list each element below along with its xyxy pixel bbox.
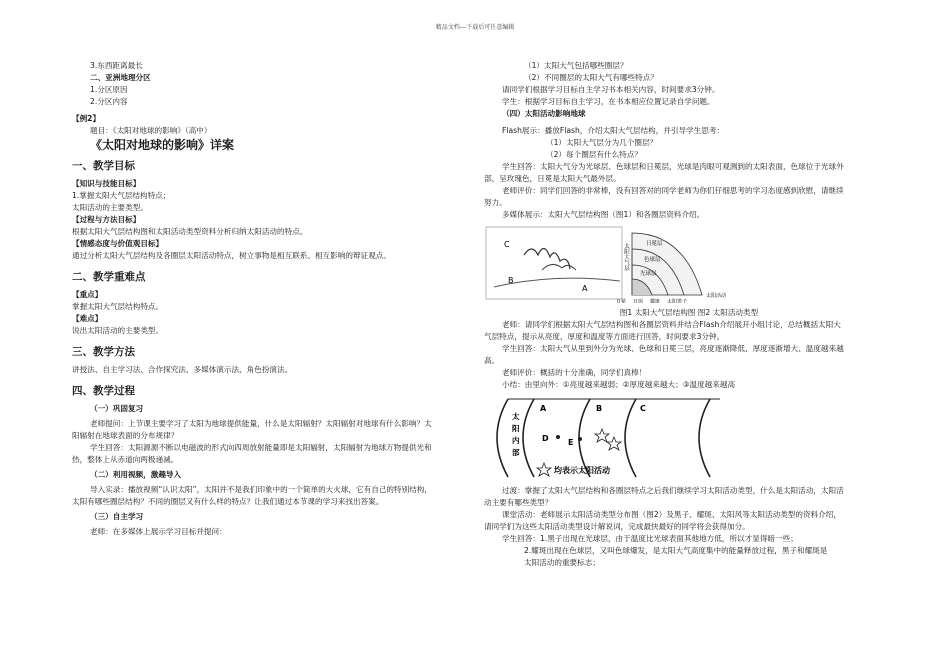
text-line: 学生回答：太阳源源不断以电磁波的形式向四周放射能量即是太阳辐射，太阳辐射为地球万物提供光和 (90, 443, 432, 452)
text-line: 1.掌握太阳大气层结构特点； (72, 191, 171, 200)
text-line: 努力。 (484, 198, 507, 207)
fig2-legend: 均表示太阳活动 (554, 466, 610, 475)
text-line: 太阳有哪些圈层结构？不同的圈层又有什么样的特点？让我们通过本节课的学习来找出答案。 (72, 497, 384, 506)
section-heading: 一、教学目标 (72, 160, 135, 172)
fig1-b4: 太阳黑子 (667, 299, 688, 303)
text-line: 老师提问：上节课主要学习了太阳为地球提供能量，什么是太阳辐射？太阳辐射对地球有什么影响？太 (90, 419, 432, 428)
text-line: 老师：在多媒体上展示学习目标并提问： (90, 527, 227, 536)
fig2-core-4: 部 (512, 448, 520, 457)
text-line: 老师评价：同学们回答的非常棒，没有回答对的同学老师为你们仔细思考的学习态度感到欣慰，请继续 (502, 186, 844, 195)
text-line: 多媒体展示：太阳大气层结构图（图1）和各圈层资料介绍。 (502, 210, 705, 219)
page-header: 精品文档---下载后可任意编辑 (435, 24, 515, 31)
fig2-core-2: 阳 (512, 424, 520, 433)
subheading: 【情感态度与价值观目标】 (72, 239, 164, 248)
figure-solar-activity (484, 397, 894, 479)
fig2-label-d: D (542, 434, 549, 443)
subheading: （二）利用视频，激趣导入 (90, 470, 182, 479)
text-line: 学生：根据学习目标自主学习，在书本相应位置记录自学问题。 (502, 97, 715, 106)
section-heading: 二、亚洲地理分区 (90, 73, 151, 82)
text-line: 请同学们根据学习目标自主学习书本相关内容，时间要求3分钟。 (502, 85, 720, 94)
document-title: 《太阳对地球的影响》详案 (90, 138, 235, 152)
text-line: （1）太阳大气层分为几个圈层？ (546, 138, 658, 147)
text-line: 掌握太阳大气层结构特点。 (72, 302, 164, 311)
fig2-core-3: 内 (512, 436, 520, 445)
figure-sun-atmosphere (484, 225, 894, 303)
text-line: 2.耀斑出现在色球层，又叫色球爆发，是太阳大气高度集中的能量释放过程，黑子和耀斑是 (524, 546, 828, 555)
text-line: 2.分区内容 (90, 97, 128, 106)
text-line: 说出太阳活动的主要类型。 (72, 326, 164, 335)
text-line: 太阳活动的主要类型。 (72, 203, 148, 212)
fig2-label-a: A (540, 404, 547, 413)
text-line: 根据太阳大气层结构图和太阳活动类型资料分析归纳太阳活动的特点。 (72, 227, 308, 236)
text-line: 学生回答：1.黑子出现在光球层，由于温度比光球表面其他地方低，所以才显得暗一些； (502, 534, 798, 543)
section-heading: 三、教学方法 (72, 346, 135, 358)
text-line: 1.分区原因 (90, 85, 128, 94)
text-line: 讲授法、自主学习法、合作探究法、多媒体演示法、角色扮演法。 (72, 365, 293, 374)
fig1-b2: 日珥 (633, 299, 644, 303)
subheading: （三）自主学习 (90, 512, 144, 521)
star-icon (595, 429, 609, 442)
star-icon (607, 437, 621, 450)
fig1-corona-label: 日冕层 (646, 241, 663, 247)
fig1-chromo-label: 色球层 (644, 257, 661, 263)
fig1-label-c: C (504, 240, 510, 249)
sun-structure-diagram (484, 225, 894, 303)
fig1-b1: 日冕 (616, 299, 627, 303)
subheading: 【难点】 (72, 314, 103, 323)
section-heading: 二、教学重难点 (72, 271, 146, 283)
fig2-core-1: 太 (512, 412, 520, 421)
sunspot-marker (556, 435, 560, 439)
subheading: 【重点】 (72, 290, 103, 299)
star-icon (537, 463, 551, 476)
fig1-outer-label: 太阳大气层 (623, 243, 629, 271)
topic-line: 题目：《太阳对地球的影响》（高中） (90, 126, 212, 135)
fig2-label-e: E (568, 438, 574, 447)
text-line: 请同学们为这些太阳活动类型设计解说词，完成最快最好的同学将会获得加分。 (484, 522, 750, 531)
left-column (72, 60, 472, 538)
text-line: 小结：由里向外：①亮度越来越弱；②厚度越来越大；③温度越来越高 (502, 380, 736, 389)
text-line: 学生回答：太阳大气分为光球层、色球层和日冕层，光球是肉眼可观测到的太阳表面，色球位于光球外 (502, 162, 844, 171)
example-label: 【例2】 (72, 114, 101, 123)
text-line: 过渡：掌握了太阳大气层结构和各圈层特点之后我们继续学习太阳活动类型，什么是太阳活动，太阳活 (502, 486, 844, 495)
solar-activity-diagram (484, 397, 894, 479)
fig1-b5: 太阳活动 (706, 293, 727, 299)
section-heading: 四、教学过程 (72, 385, 135, 397)
subheading: 【过程与方法目标】 (72, 215, 141, 224)
text-line: 高。 (484, 356, 500, 365)
text-line: Flash展示：播放Flash，介绍太阳大气层结构，并引导学生思考： (502, 126, 725, 135)
right-column (484, 60, 894, 569)
text-line: （2）每个圈层有什么特点？ (546, 150, 642, 159)
fig1-label-b: B (508, 276, 514, 285)
text-line: 通过分析太阳大气层结构及各圈层太阳活动特点，树立事物是相互联系、相互影响的辩证观点。 (72, 251, 391, 260)
text-line: 阳辐射在地球表面的分布规律？ (72, 431, 179, 440)
fig1-label-a: A (582, 284, 588, 293)
text-line: 课堂活动：老师展示太阳活动类型分布图（图2）及黑子、耀斑、太阳风等太阳活动类型的资料介绍， (502, 510, 841, 519)
text-line: （2）不同圈层的太阳大气有哪些特点？ (524, 73, 658, 82)
text-line: 热，整体上从赤道向两极递减。 (72, 455, 179, 464)
text-line: 老师评价：概括的十分准确，同学们真棒！ (502, 368, 647, 377)
text-line: 动主要有哪些类型？ (484, 498, 553, 507)
text-line: 学生回答：太阳大气从里到外分为光球、色球和日冕三层，亮度逐渐降低、厚度逐渐增大、温度越来越 (502, 344, 844, 353)
fig1-photo-label: 光球层 (640, 271, 657, 277)
text-line: 导入实录：播放视频“认识太阳”，太阳并不是我们印象中的一个简单的大火球，它有自己的特别结构， (90, 485, 432, 494)
subheading: （一）巩固复习 (90, 404, 144, 413)
figure-caption: 图1 太阳大气层结构图 图2 太阳活动类型 (619, 308, 759, 317)
sunspot-marker (578, 437, 582, 441)
text-line: 太阳活动的重要标志； (524, 558, 600, 567)
text-line: 部，呈玫瑰色，日冕是太阳大气最外层。 (484, 174, 621, 183)
text-line: 老师：请同学们根据太阳大气层结构图和各圈层资料并结合Flash介绍展开小组讨论，总结概括太阳大 (502, 320, 841, 329)
text-line: （1）太阳大气包括哪些圈层？ (524, 61, 628, 70)
fig2-label-c: C (640, 404, 646, 413)
subheading: （四）太阳活动影响地球 (502, 109, 586, 118)
text-line: 气层特点，提示从亮度、厚度和温度等方面进行回答，时间要求3分钟。 (484, 332, 725, 341)
subheading: 【知识与技能目标】 (72, 179, 141, 188)
fig1-b3: 耀斑 (650, 299, 661, 303)
fig2-label-b: B (596, 404, 603, 413)
text-line: 3.东西距离最长 (90, 61, 143, 70)
